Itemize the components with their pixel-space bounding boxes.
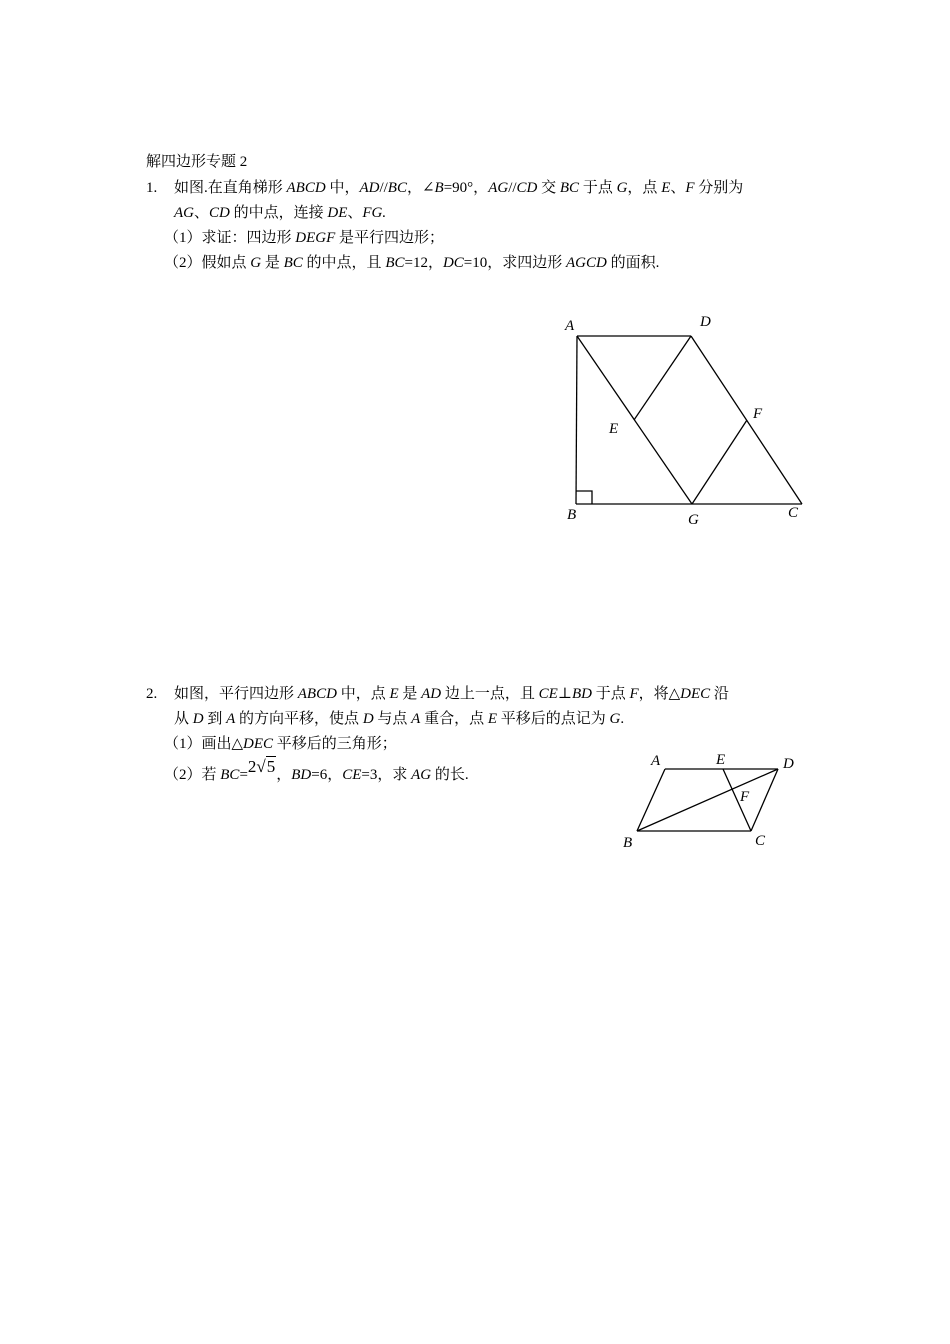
math: E (661, 180, 671, 196)
text: 、 (347, 205, 363, 221)
text: 与点 (373, 711, 412, 727)
math: G (616, 180, 628, 196)
segment-DE (634, 336, 691, 420)
math: AGCD (566, 255, 607, 271)
text: 到 (203, 711, 227, 727)
math: BC (387, 180, 407, 196)
label-E: E (609, 421, 619, 437)
math: BC (559, 180, 580, 196)
text: =3，求 (361, 767, 412, 783)
text: = (239, 767, 248, 783)
label-A: A (565, 318, 575, 334)
text: 中， (325, 180, 360, 196)
math: AD (421, 686, 442, 702)
text: // (508, 180, 517, 196)
math: BC (385, 255, 405, 271)
figure-2 (637, 769, 778, 831)
math: CE (342, 767, 362, 783)
text: 的长. (431, 767, 469, 783)
text: =10，求四边形 (463, 255, 567, 271)
figure-2-labels (623, 752, 794, 851)
text: 如图，平行四边形 (174, 686, 298, 702)
label-C: C (755, 833, 766, 849)
text: 分别为 (694, 180, 744, 196)
figure-1 (576, 336, 802, 504)
label-A: A (651, 753, 661, 769)
text: ⊥ (557, 686, 572, 702)
text: （1）求证：四边形 (164, 230, 296, 246)
text: . (382, 205, 387, 221)
math: DEC (680, 686, 711, 702)
label-D: D (783, 756, 794, 772)
math: D (362, 711, 374, 727)
math: AG (174, 205, 194, 221)
math: ABCD (286, 180, 326, 196)
page-title: 解四边形专题 2 (146, 154, 248, 170)
text: （1）画出△ (164, 736, 244, 752)
text: 、 (194, 205, 210, 221)
sqrt-sign: √ (256, 757, 266, 776)
math: CD (209, 205, 230, 221)
label-D: D (700, 314, 711, 330)
coefficient: 2 (247, 757, 257, 776)
label-C: C (788, 505, 799, 521)
radicand: 5 (266, 757, 276, 776)
text: 是平行四边形； (335, 230, 445, 246)
math: ABCD (297, 686, 337, 702)
label-B: B (567, 507, 577, 523)
text: 于点 (591, 686, 630, 702)
math: DE (327, 205, 348, 221)
text: 重合，点 (420, 711, 488, 727)
text: 于点 (579, 180, 617, 196)
math: E (487, 711, 498, 727)
text: ，点 (627, 180, 662, 196)
text: ，∠ (406, 180, 435, 196)
right-angle-mark (576, 491, 592, 504)
math: A (226, 711, 236, 727)
label-B: B (623, 835, 633, 851)
text: 的中点，且 (302, 255, 386, 271)
math: AG (411, 767, 432, 783)
text: // (379, 180, 388, 196)
math: DEC (243, 736, 274, 752)
math: D (192, 711, 204, 727)
math: G (250, 255, 262, 271)
math: A (411, 711, 421, 727)
math: BC (283, 255, 303, 271)
text: ，将△ (638, 686, 681, 702)
math: CE (538, 686, 558, 702)
segment-BD (637, 769, 778, 831)
math: DC (442, 255, 464, 271)
math: CD (516, 180, 538, 196)
text: . (620, 711, 625, 727)
text: =90°， (443, 180, 489, 196)
math: E (389, 686, 399, 702)
text: 平移后的点记为 (497, 711, 610, 727)
text: 平移后的三角形； (273, 736, 397, 752)
math: F (685, 180, 695, 196)
math: BC (220, 767, 240, 783)
text: 的面积. (606, 255, 660, 271)
segment-FG (692, 420, 747, 504)
text: 、 (670, 180, 686, 196)
text: （2）假如点 (164, 255, 251, 271)
math: BD (291, 767, 312, 783)
math: FG (362, 205, 383, 221)
label-F: F (740, 789, 750, 805)
text: 从 (174, 711, 193, 727)
math: B (434, 180, 444, 196)
problem-1-number: 1. (146, 180, 158, 196)
problem-2-number: 2. (146, 686, 158, 702)
figure-1-labels (564, 314, 799, 528)
text: =6， (311, 767, 343, 783)
math: F (629, 686, 639, 702)
text: 如图.在直角梯形 (174, 180, 287, 196)
label-E: E (716, 752, 726, 768)
math: BD (571, 686, 592, 702)
math: AD (359, 180, 380, 196)
math: AG (488, 180, 509, 196)
text: 是 (398, 686, 422, 702)
text: 边上一点，且 (441, 686, 539, 702)
text: （2）若 (164, 767, 221, 783)
text: 的方向平移，使点 (235, 711, 363, 727)
text: 中，点 (336, 686, 390, 702)
math: G (609, 711, 621, 727)
label-G: G (688, 512, 699, 528)
math: DEGF (295, 230, 336, 246)
text: 沿 (710, 686, 729, 702)
text: ， (276, 767, 292, 783)
text: 的中点，连接 (229, 205, 328, 221)
segment-DC (751, 769, 778, 831)
label-F: F (753, 406, 763, 422)
text: =12， (404, 255, 443, 271)
text: 交 (537, 180, 560, 196)
text: 是 (261, 255, 284, 271)
segment-AB (637, 769, 665, 831)
segment-AB (576, 336, 577, 504)
